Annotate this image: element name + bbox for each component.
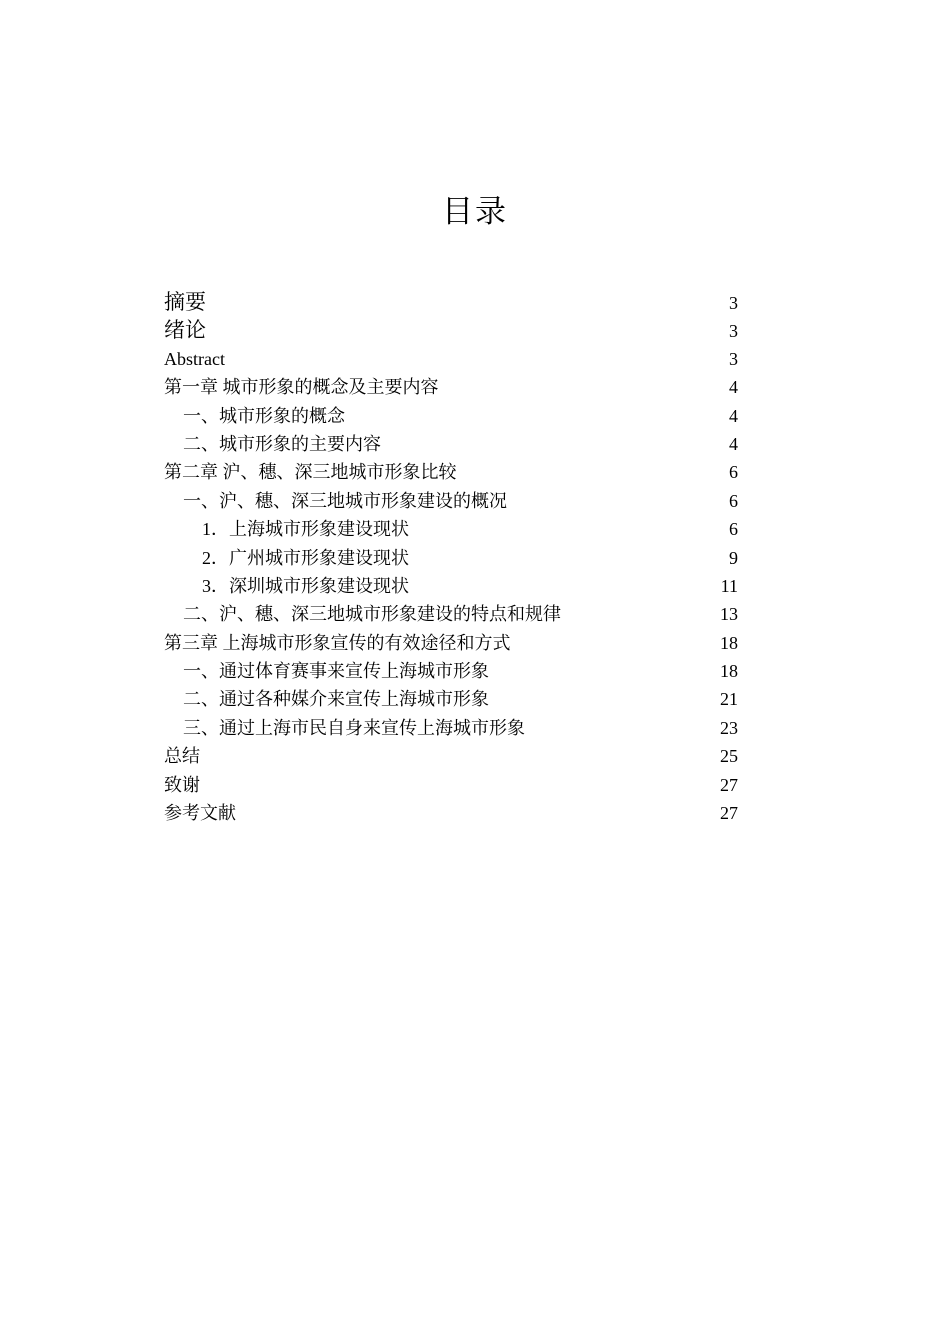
toc-entry-page: 4 [729, 377, 738, 398]
toc-entry-page: 25 [720, 746, 738, 767]
toc-entry-page: 4 [729, 405, 738, 426]
toc-entry-references [164, 799, 738, 827]
toc-entry-section-2-2 [164, 600, 738, 628]
toc-entry-page: 6 [729, 490, 738, 511]
toc-entry-label: 1．上海城市形象建设现状 [202, 519, 409, 540]
toc-entry-section-1-2 [164, 430, 738, 458]
toc-entry-abstract-en [164, 345, 738, 373]
toc-entry-introduction [164, 316, 738, 344]
toc-entry-chapter-2 [164, 458, 738, 486]
toc-entry-section-3-1 [164, 657, 738, 685]
toc-entry-page: 18 [720, 661, 738, 682]
toc-entry-abstract-cn [164, 288, 738, 316]
toc-entry-page: 6 [729, 519, 738, 540]
toc-entry-label: 一、沪、穗、深三地城市形象建设的概况 [183, 490, 507, 511]
toc-entry-label: 摘要 [164, 290, 206, 314]
toc-entry-section-2-1 [164, 487, 738, 515]
toc-entry-section-1-1 [164, 402, 738, 430]
toc-entry-label: 二、通过各种媒介来宣传上海城市形象 [183, 689, 489, 710]
toc-entry-page: 23 [720, 717, 738, 738]
toc-entry-page: 6 [729, 462, 738, 483]
toc-entry-label: 3．深圳城市形象建设现状 [202, 575, 409, 596]
toc-entry-page: 21 [720, 689, 738, 710]
toc-entry-conclusion [164, 742, 738, 770]
toc-entry-label: 一、城市形象的概念 [183, 405, 345, 426]
toc-entry-chapter-1 [164, 373, 738, 401]
toc-entry-page: 27 [720, 774, 738, 795]
toc-entry-page: 4 [729, 433, 738, 454]
toc-entry-label: 第三章 上海城市形象宣传的有效途径和方式 [164, 632, 511, 653]
toc-entry-label: 致谢 [164, 774, 200, 795]
toc-entry-subsection-2-1-2 [164, 544, 738, 572]
toc-entry-label: 三、通过上海市民自身来宣传上海城市形象 [183, 717, 525, 738]
toc-entry-label: 二、城市形象的主要内容 [183, 433, 381, 454]
toc-entry-subsection-2-1-3 [164, 572, 738, 600]
toc-entry-label: Abstract [164, 348, 225, 369]
toc-entry-page: 27 [720, 803, 738, 824]
toc-entry-section-3-3 [164, 714, 738, 742]
toc-entry-label: 2．广州城市形象建设现状 [202, 547, 409, 568]
toc-entry-label: 第一章 城市形象的概念及主要内容 [164, 377, 439, 398]
toc-entry-label: 参考文献 [164, 803, 236, 824]
toc-entry-chapter-3 [164, 629, 738, 657]
toc-entry-page: 3 [729, 293, 738, 313]
toc-entry-label: 二、沪、穗、深三地城市形象建设的特点和规律 [183, 604, 561, 625]
toc-entry-page: 3 [729, 321, 738, 342]
toc-entry-page: 3 [729, 348, 738, 369]
toc-entry-acknowledgements [164, 771, 738, 799]
toc-entry-label: 第二章 沪、穗、深三地城市形象比较 [164, 462, 457, 483]
toc-title: 目录 [442, 194, 508, 230]
toc-entry-page: 9 [729, 547, 738, 568]
toc-entry-label: 总结 [164, 746, 200, 767]
toc-list [164, 288, 738, 827]
toc-entry-label: 一、通过体育赛事来宣传上海城市形象 [183, 661, 489, 682]
toc-entry-page: 18 [720, 632, 738, 653]
toc-entry-page: 13 [720, 604, 738, 625]
toc-entry-section-3-2 [164, 685, 738, 713]
toc-entry-subsection-2-1-1 [164, 515, 738, 543]
toc-entry-label: 绪论 [164, 318, 206, 343]
toc-entry-page: 11 [720, 575, 738, 596]
